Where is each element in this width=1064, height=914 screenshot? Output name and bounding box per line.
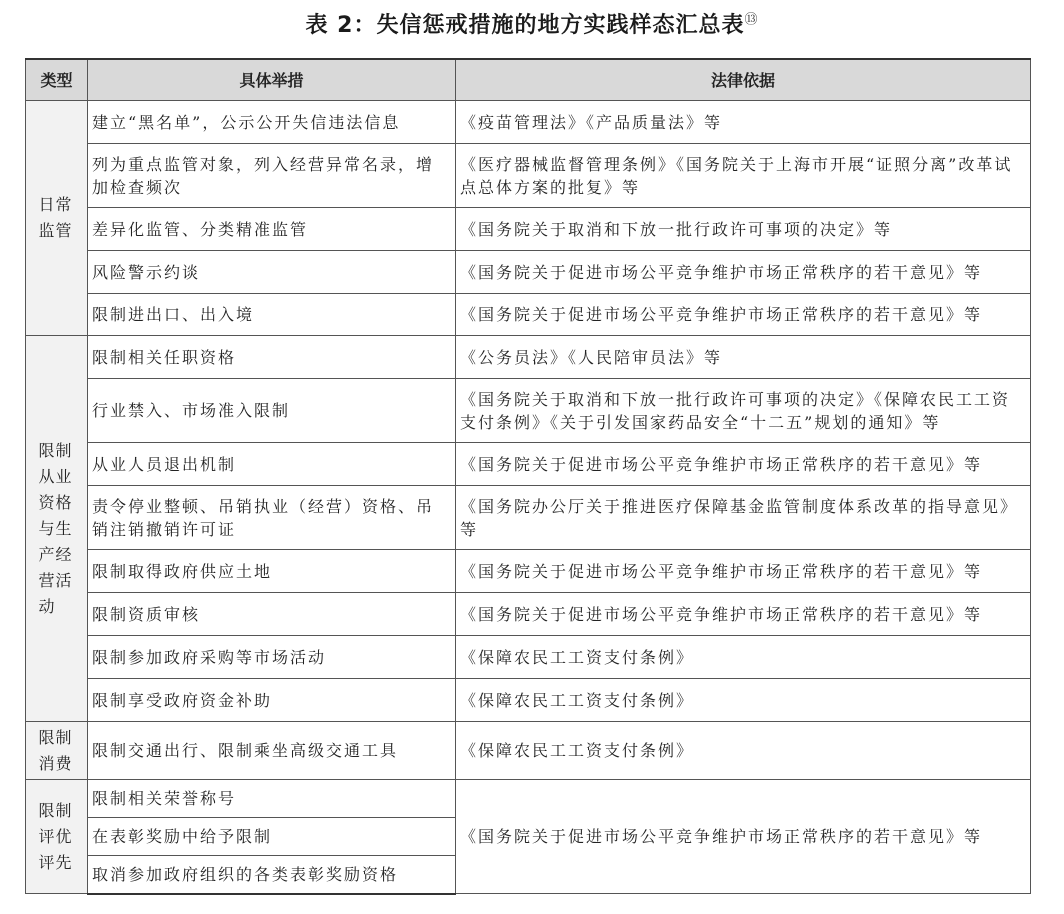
table-title: [0, 8, 1064, 39]
table-title-text: 表 2：失信惩戒措施的地方实践样态汇总表: [305, 13, 745, 38]
measure-cell: 限制参加政府采购等市场活动: [88, 636, 456, 679]
table-row: [26, 550, 1031, 593]
measure-cell: 差异化监管、分类精准监管: [88, 208, 456, 251]
group-label-daily-supervision: 日常监管: [26, 101, 88, 336]
basis-cell: 《医疗器械监督管理条例》《国务院关于上海市开展“证照分离”改革试点总体方案的批复》等: [456, 144, 1031, 208]
footnote-marker: ⑬: [744, 12, 759, 28]
basis-cell-merged: 《国务院关于促进市场公平竞争维护市场正常秩序的若干意见》等: [456, 780, 1031, 894]
group-label-occupation-restriction: 限制从业资格与生产经营活动: [26, 336, 88, 722]
basis-cell: 《国务院关于促进市场公平竞争维护市场正常秩序的若干意见》等: [456, 550, 1031, 593]
measure-cell: 限制交通出行、限制乘坐高级交通工具: [88, 722, 456, 780]
basis-cell: 《保障农民工工资支付条例》: [456, 722, 1031, 780]
table-row: [26, 336, 1031, 379]
basis-cell: 《公务员法》《人民陪审员法》等: [456, 336, 1031, 379]
basis-cell: 《保障农民工工资支付条例》: [456, 636, 1031, 679]
basis-cell: 《疫苗管理法》《产品质量法》等: [456, 101, 1031, 144]
header-row: [26, 59, 1031, 101]
header-basis: 法律依据: [456, 59, 1031, 101]
measure-cell: 列为重点监管对象，列入经营异常名录，增加检查频次: [88, 144, 456, 208]
table-row: [26, 443, 1031, 486]
header-type: 类型: [26, 59, 88, 101]
table-row: [26, 379, 1031, 443]
table-row: [26, 486, 1031, 550]
basis-cell: 《国务院关于促进市场公平竞争维护市场正常秩序的若干意见》等: [456, 294, 1031, 336]
basis-cell: 《国务院关于促进市场公平竞争维护市场正常秩序的若干意见》等: [456, 443, 1031, 486]
measure-cell: 限制相关荣誉称号: [88, 780, 456, 818]
measure-cell: 风险警示约谈: [88, 251, 456, 294]
measure-cell: 责令停业整顿、吊销执业（经营）资格、吊销注销撤销许可证: [88, 486, 456, 550]
group-label-consumption-restriction: 限制消费: [26, 722, 88, 780]
header-measure: 具体举措: [88, 59, 456, 101]
measure-cell: 限制资质审核: [88, 593, 456, 636]
table-row: [26, 780, 1031, 818]
table-row: [26, 144, 1031, 208]
basis-cell: 《国务院关于取消和下放一批行政许可事项的决定》等: [456, 208, 1031, 251]
table-row: [26, 636, 1031, 679]
measure-cell: 建立“黑名单”，公示公开失信违法信息: [88, 101, 456, 144]
basis-cell: 《国务院办公厅关于推进医疗保障基金监管制度体系改革的指导意见》等: [456, 486, 1031, 550]
measure-cell: 限制取得政府供应土地: [88, 550, 456, 593]
table-row: [26, 294, 1031, 336]
measure-cell: 行业禁入、市场准入限制: [88, 379, 456, 443]
measure-cell: 取消参加政府组织的各类表彰奖励资格: [88, 856, 456, 894]
measure-cell: 限制享受政府资金补助: [88, 679, 456, 722]
measures-table: [25, 58, 1031, 895]
table-row: [26, 679, 1031, 722]
measure-cell: 从业人员退出机制: [88, 443, 456, 486]
basis-cell: 《国务院关于促进市场公平竞争维护市场正常秩序的若干意见》等: [456, 251, 1031, 294]
table-row: [26, 101, 1031, 144]
table-row: [26, 593, 1031, 636]
measure-cell: 限制相关任职资格: [88, 336, 456, 379]
table-row: [26, 722, 1031, 780]
basis-cell: 《国务院关于取消和下放一批行政许可事项的决定》《保障农民工工资支付条例》《关于引发国家药品安全“十二五”规划的通知》等: [456, 379, 1031, 443]
basis-cell: 《国务院关于促进市场公平竞争维护市场正常秩序的若干意见》等: [456, 593, 1031, 636]
measure-cell: 限制进出口、出入境: [88, 294, 456, 336]
measure-cell: 在表彰奖励中给予限制: [88, 818, 456, 856]
table-row: [26, 208, 1031, 251]
table-row: [26, 251, 1031, 294]
group-label-honor-restriction: 限制评优评先: [26, 780, 88, 894]
basis-cell: 《保障农民工工资支付条例》: [456, 679, 1031, 722]
